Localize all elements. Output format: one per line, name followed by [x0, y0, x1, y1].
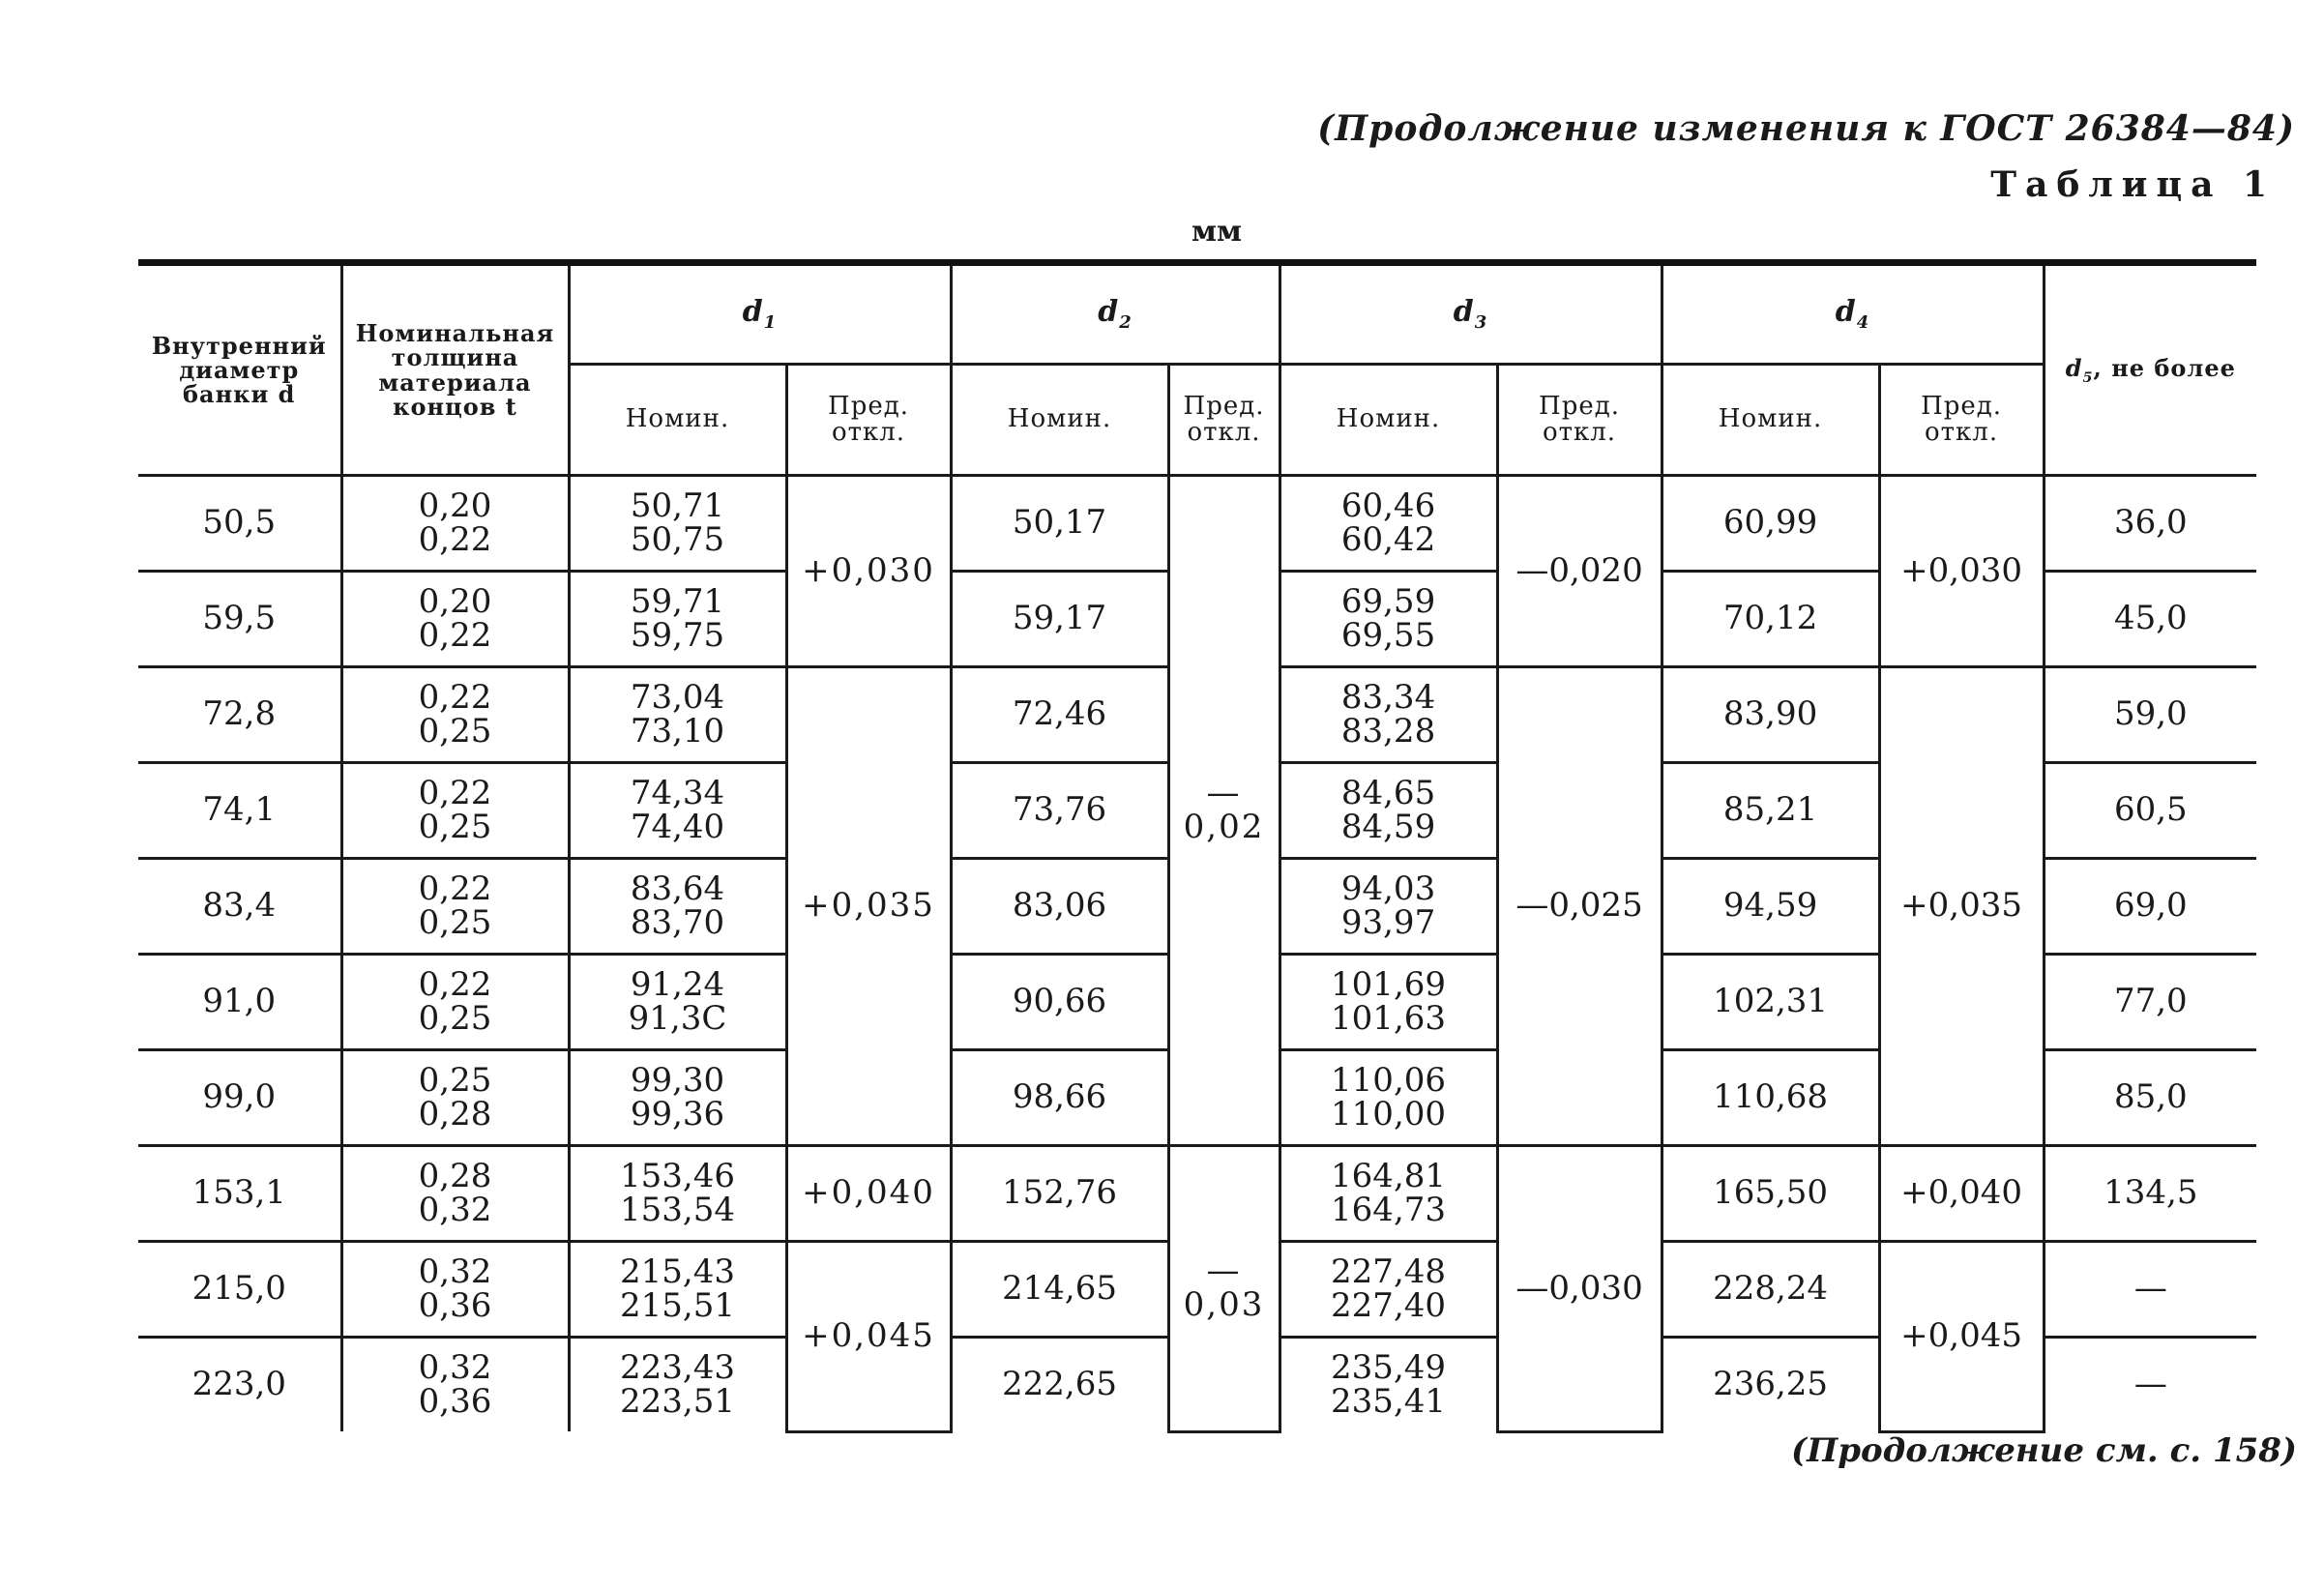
cell-d1: 83,64 83,70 [569, 859, 786, 955]
table-label: Таблица 1 [1990, 164, 2276, 205]
document-title: (Продолжение изменения к ГОСТ 26384—84) [1317, 108, 2295, 149]
cell-d3: 101,69 101,63 [1280, 955, 1497, 1050]
cell-t: 0,28 0,32 [341, 1146, 569, 1242]
cell-d1: 73,04 73,10 [569, 667, 786, 763]
col-d4-nom: Номин. [1662, 365, 1879, 476]
col-d3-dev: Пред. откл. [1497, 365, 1662, 476]
col-d5: $d_5$, не более [2044, 263, 2256, 476]
col-d2-nom: Номин. [951, 365, 1168, 476]
cell-d3: 84,65 84,59 [1280, 763, 1497, 859]
cell-d3-tol: —0,020 [1497, 476, 1662, 667]
cell-d1: 215,43 215,51 [569, 1242, 786, 1338]
cell-d: 72,8 [138, 667, 341, 763]
cell-d1: 223,43 223,51 [569, 1338, 786, 1432]
units-label: мм [1191, 215, 1243, 249]
col-d3-nom: Номин. [1280, 365, 1497, 476]
cell-d3: 60,46 60,42 [1280, 476, 1497, 572]
cell-d3: 164,81 164,73 [1280, 1146, 1497, 1242]
cell-d1: 99,30 99,36 [569, 1050, 786, 1146]
cell-d4-tol: +0,040 [1879, 1146, 2044, 1242]
col-inner-diameter: Внутренний диаметр банки d [138, 263, 341, 476]
cell-d4: 83,90 [1662, 667, 1879, 763]
cell-d1-tol: +0,045 [786, 1242, 951, 1432]
cell-d4: 110,68 [1662, 1050, 1879, 1146]
cell-d: 74,1 [138, 763, 341, 859]
cell-d4-tol: +0,045 [1879, 1242, 2044, 1432]
cell-t: 0,20 0,22 [341, 572, 569, 667]
cell-d2: 73,76 [951, 763, 1168, 859]
cell-d3: 83,34 83,28 [1280, 667, 1497, 763]
cell-t: 0,22 0,25 [341, 667, 569, 763]
cell-d4: 102,31 [1662, 955, 1879, 1050]
cell-d: 99,0 [138, 1050, 341, 1146]
cell-d: 223,0 [138, 1338, 341, 1432]
cell-d2: 90,66 [951, 955, 1168, 1050]
cell-d4: 70,12 [1662, 572, 1879, 667]
cell-t: 0,20 0,22 [341, 476, 569, 572]
cell-d2: 83,06 [951, 859, 1168, 955]
cell-t: 0,22 0,25 [341, 859, 569, 955]
cell-d1: 74,34 74,40 [569, 763, 786, 859]
cell-d: 215,0 [138, 1242, 341, 1338]
cell-d2-tol: —0,03 [1168, 1146, 1280, 1432]
cell-d: 91,0 [138, 955, 341, 1050]
cell-d4: 60,99 [1662, 476, 1879, 572]
cell-d5: 69,0 [2044, 859, 2256, 955]
cell-t: 0,32 0,36 [341, 1242, 569, 1338]
col-d1-dev: Пред. откл. [786, 365, 951, 476]
col-d4: $d_4$ [1662, 263, 2044, 365]
cell-d: 59,5 [138, 572, 341, 667]
cell-d3: 110,06 110,00 [1280, 1050, 1497, 1146]
continuation-note: (Продолжение см. с. 158) [1791, 1431, 2297, 1470]
cell-d4: 94,59 [1662, 859, 1879, 955]
cell-d2: 214,65 [951, 1242, 1168, 1338]
cell-t: 0,22 0,25 [341, 955, 569, 1050]
cell-d4: 228,24 [1662, 1242, 1879, 1338]
col-d2-dev: Пред. откл. [1168, 365, 1280, 476]
cell-d3: 235,49 235,41 [1280, 1338, 1497, 1432]
cell-d2: 222,65 [951, 1338, 1168, 1432]
cell-d2: 59,17 [951, 572, 1168, 667]
cell-d1: 91,24 91,3C [569, 955, 786, 1050]
cell-d4-tol: +0,035 [1879, 667, 2044, 1146]
cell-d1-tol: +0,035 [786, 667, 951, 1146]
cell-d4: 165,50 [1662, 1146, 1879, 1242]
cell-d5: 85,0 [2044, 1050, 2256, 1146]
cell-d5: — [2044, 1338, 2256, 1432]
table-row [138, 476, 2256, 572]
cell-d5: 134,5 [2044, 1146, 2256, 1242]
col-d1-nom: Номин. [569, 365, 786, 476]
cell-d2: 72,46 [951, 667, 1168, 763]
cell-d2: 50,17 [951, 476, 1168, 572]
cell-d: 50,5 [138, 476, 341, 572]
cell-d3-tol: —0,030 [1497, 1146, 1662, 1432]
cell-d1-tol: +0,030 [786, 476, 951, 667]
cell-d1: 59,71 59,75 [569, 572, 786, 667]
cell-d3-tol: —0,025 [1497, 667, 1662, 1146]
cell-d4-tol: +0,030 [1879, 476, 2044, 667]
cell-d2: 152,76 [951, 1146, 1168, 1242]
cell-t: 0,25 0,28 [341, 1050, 569, 1146]
cell-d: 153,1 [138, 1146, 341, 1242]
dimensions-table [138, 259, 2256, 1433]
cell-d2: 98,66 [951, 1050, 1168, 1146]
col-thickness: Номинальная толщина материала концов t [341, 263, 569, 476]
cell-d2-tol: —0,02 [1168, 476, 1280, 1146]
cell-d5: — [2044, 1242, 2256, 1338]
cell-d5: 77,0 [2044, 955, 2256, 1050]
col-d4-dev: Пред. откл. [1879, 365, 2044, 476]
col-d2: $d_2$ [951, 263, 1280, 365]
cell-d5: 59,0 [2044, 667, 2256, 763]
cell-d3: 227,48 227,40 [1280, 1242, 1497, 1338]
col-d3: $d_3$ [1280, 263, 1662, 365]
cell-d5: 36,0 [2044, 476, 2256, 572]
cell-d3: 69,59 69,55 [1280, 572, 1497, 667]
cell-d1: 153,46 153,54 [569, 1146, 786, 1242]
cell-d1: 50,71 50,75 [569, 476, 786, 572]
col-d1: $d_1$ [569, 263, 951, 365]
cell-d4: 85,21 [1662, 763, 1879, 859]
cell-d3: 94,03 93,97 [1280, 859, 1497, 955]
cell-d5: 45,0 [2044, 572, 2256, 667]
table-row [138, 1146, 2256, 1242]
cell-d4: 236,25 [1662, 1338, 1879, 1432]
cell-t: 0,22 0,25 [341, 763, 569, 859]
cell-d1-tol: +0,040 [786, 1146, 951, 1242]
cell-d: 83,4 [138, 859, 341, 955]
cell-t: 0,32 0,36 [341, 1338, 569, 1432]
cell-d5: 60,5 [2044, 763, 2256, 859]
